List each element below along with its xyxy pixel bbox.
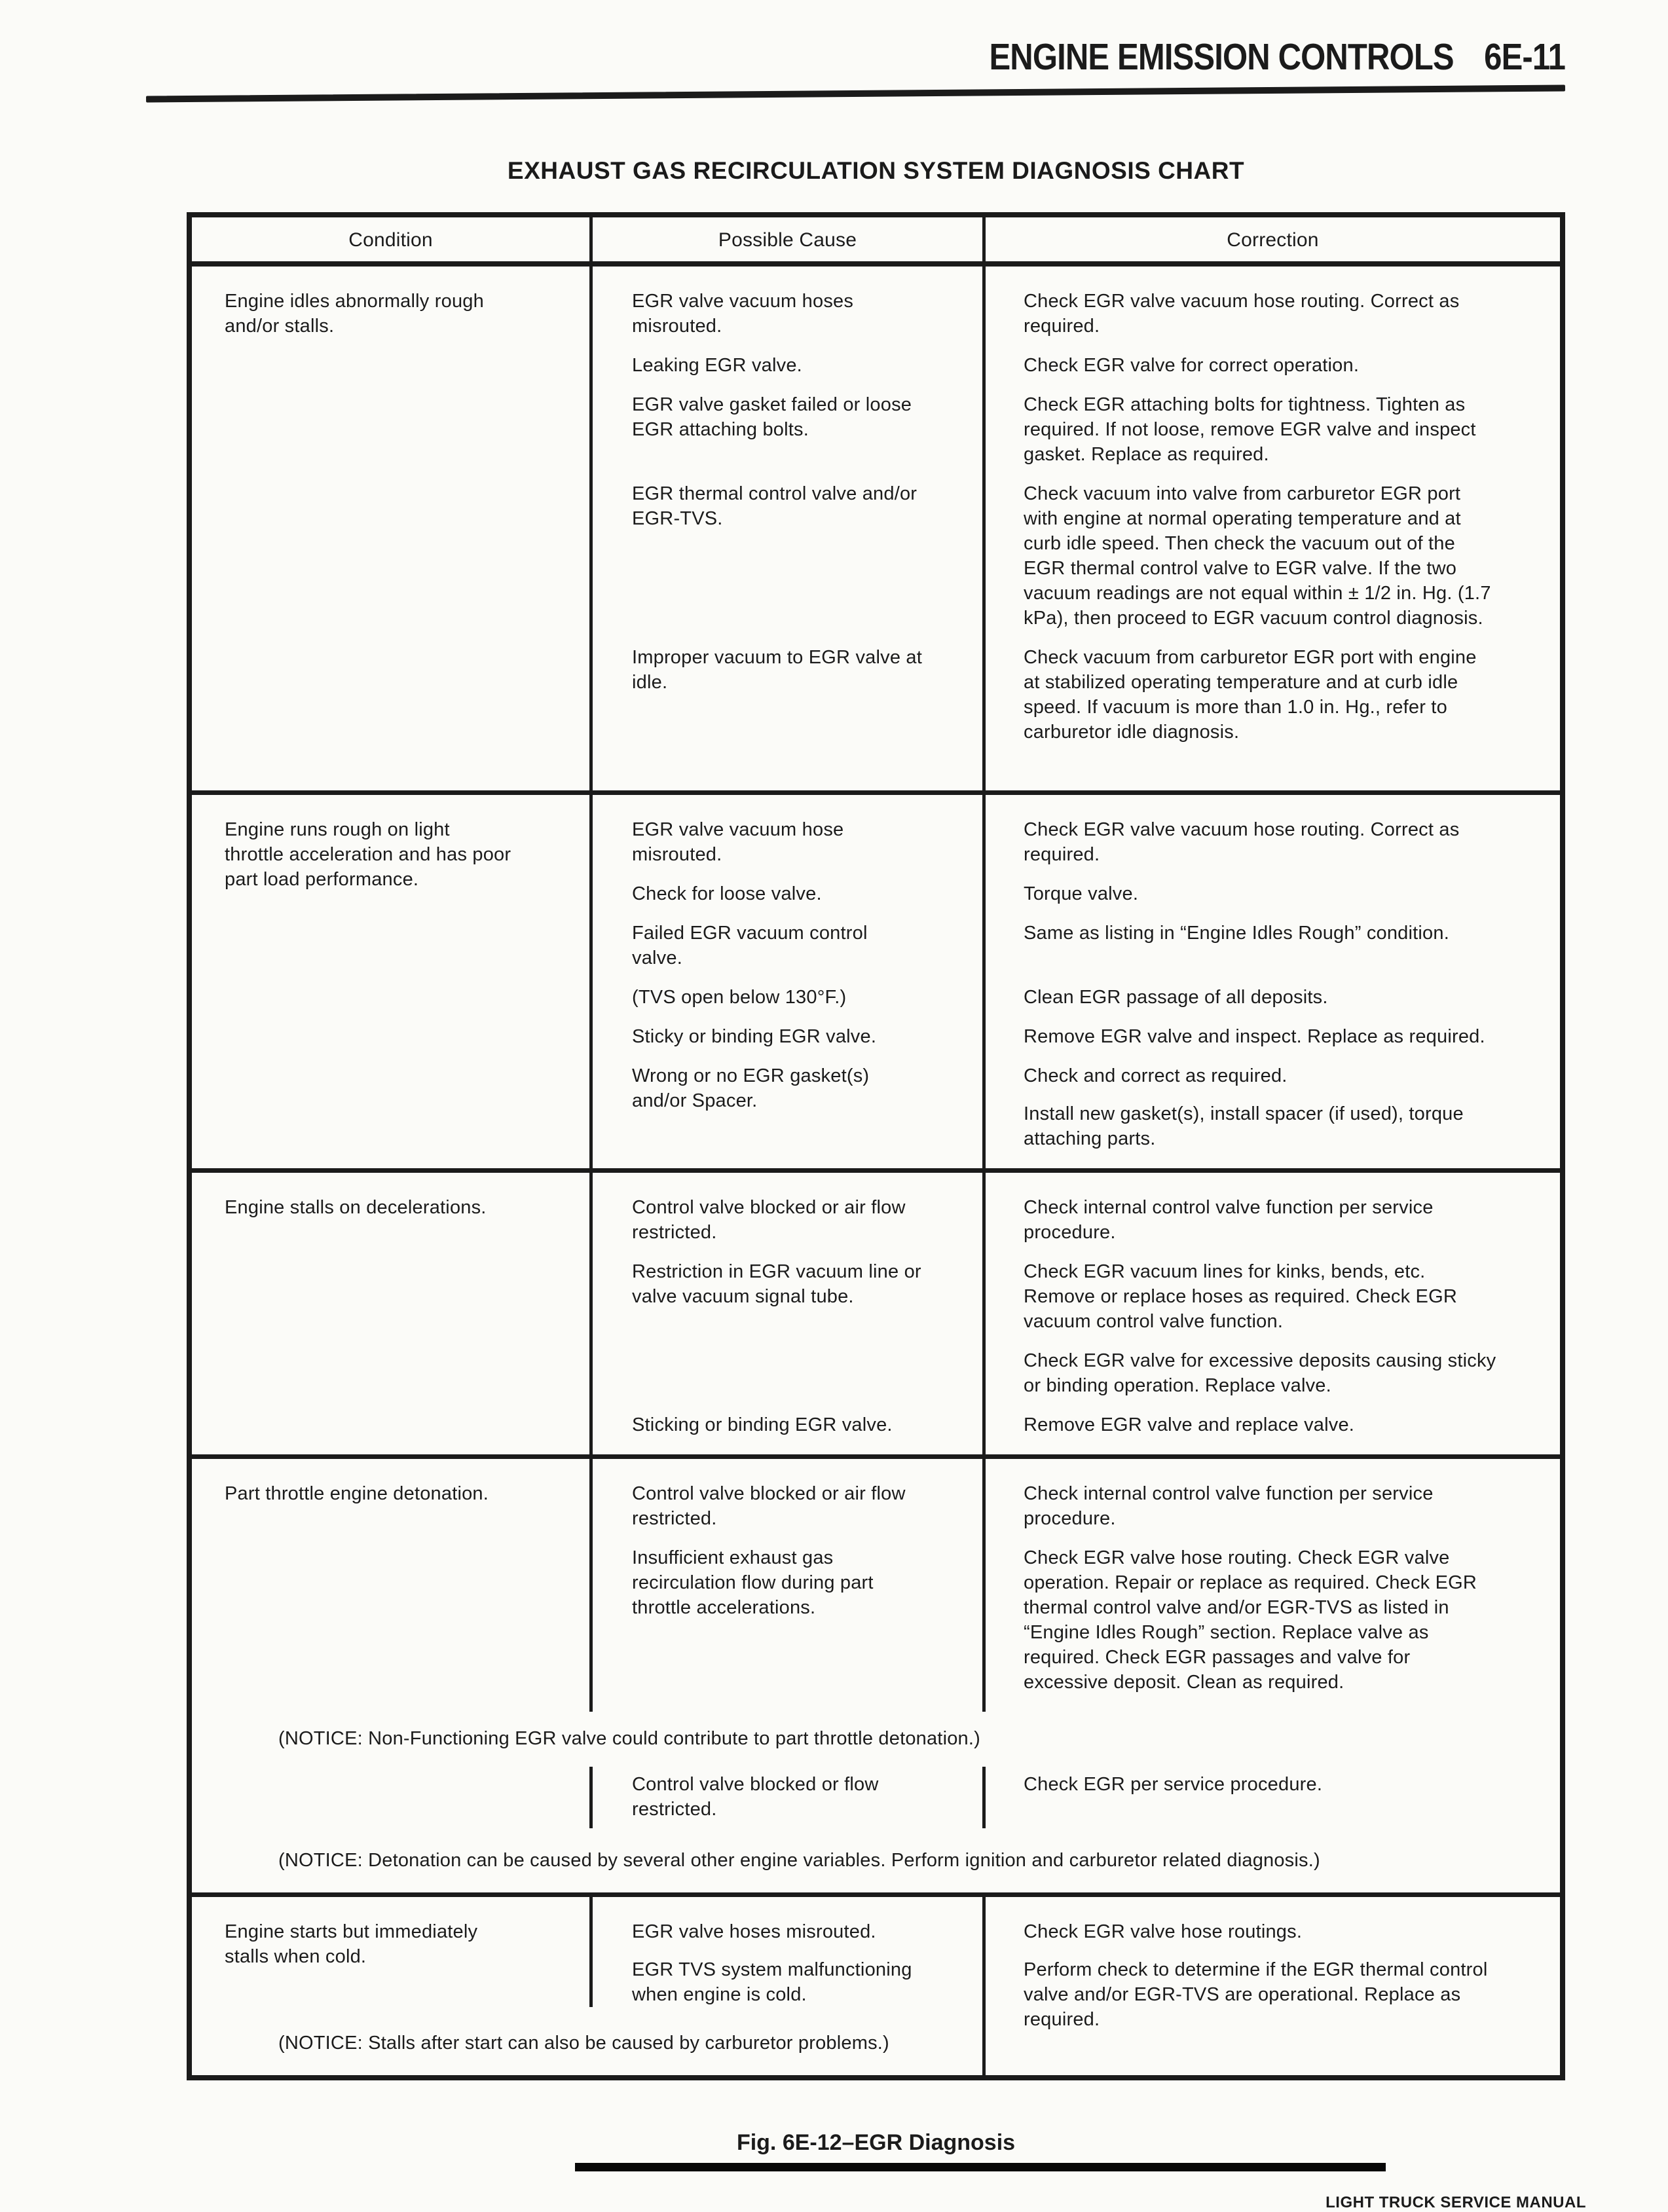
correction-cell xyxy=(986,481,1560,631)
cause-correction-pair xyxy=(593,1545,1560,1695)
cause-correction-pair xyxy=(593,1481,1560,1531)
table-row xyxy=(192,790,1560,1168)
page-header xyxy=(219,35,1565,79)
correction-cell xyxy=(986,1063,1560,1151)
correction-cell xyxy=(986,645,1560,745)
correction-text: Check EGR attaching bolts for tightness. Tighten as required. If not loose, remove EGR valve and inspect gasket. Replace as required. xyxy=(1024,394,1476,465)
cause-correction-pairs xyxy=(593,267,1560,790)
chart-title: EXHAUST GAS RECIRCULATION SYSTEM DIAGNOSIS CHART xyxy=(507,157,1245,184)
correction-text: Check and correct as required. xyxy=(1024,1065,1288,1086)
sub-row xyxy=(192,1767,1560,1828)
cause-correction-pair xyxy=(593,1024,1560,1049)
correction-text: Clean EGR passage of all deposits. xyxy=(1024,987,1328,1008)
correction-text: Check EGR valve hose routing. Check EGR valve operation. Repair or replace as required. Check EGR thermal control valve and/or EGR-TVS as listed in “Engine Idles Rough” section. Replace valve as required. Check EGR passages and valve for excessive deposit. Clean as required. xyxy=(1024,1547,1477,1693)
cause-correction-pair xyxy=(593,1412,1560,1437)
possible-cause-text: Sticky or binding EGR valve. xyxy=(632,1026,877,1047)
correction-text: Check vacuum from carburetor EGR port with engine at stabilized operating temperature and at curb idle speed. If vacuum is more than 1.0 in. Hg., refer to carburetor idle diagnosis. xyxy=(1024,647,1477,743)
correction-cell xyxy=(986,1195,1560,1245)
possible-cause-cell xyxy=(593,921,986,970)
possible-cause-cell xyxy=(593,1063,986,1151)
correction-text: Check EGR valve vacuum hose routing. Correct as required. xyxy=(1024,291,1460,337)
cause-correction-pair xyxy=(593,985,1560,1010)
correction-text: Check EGR vacuum lines for kinks, bends, etc. Remove or replace hoses as required. Check EGR vacuum control valve function. xyxy=(1024,1261,1457,1332)
cause-correction-pair xyxy=(593,921,1560,970)
cause-correction-pair xyxy=(593,817,1560,867)
cause-correction-pair xyxy=(593,1259,1560,1334)
correction-cell xyxy=(986,289,1560,339)
possible-cause-cell xyxy=(593,985,986,1010)
page-number: 6E-11 xyxy=(1484,36,1565,78)
possible-cause-text: Failed EGR vacuum control valve. xyxy=(632,923,868,968)
possible-cause-text: Control valve blocked or air flow restricted. xyxy=(632,1483,906,1529)
correction-cell xyxy=(986,353,1560,378)
possible-cause-cell xyxy=(589,1767,982,1828)
cause-correction-pairs xyxy=(593,795,1560,1168)
possible-cause-text: Improper vacuum to EGR valve at idle. xyxy=(632,647,922,693)
condition-cell xyxy=(192,1897,593,2007)
correction-text: Same as listing in “Engine Idles Rough” condition. xyxy=(1024,923,1449,944)
possible-cause-text: Sticking or binding EGR valve. xyxy=(632,1414,893,1435)
possible-cause-cell xyxy=(593,289,986,339)
correction-text: Check vacuum into valve from carburetor EGR port with engine at normal operating temperature and at curb idle speed. Then check the vacuum out of the EGR thermal control valve to EGR valve. If the two vacuum readings are not equal within ± 1/2 in. Hg. (1.7 kPa), then proceed to EGR vacuum control diagnosis. xyxy=(1024,483,1491,629)
correction-cell xyxy=(982,1897,1560,2075)
cause-correction-pair xyxy=(593,392,1560,467)
figure-caption: Fig. 6E-12–EGR Diagnosis xyxy=(736,2130,1016,2155)
header-rule xyxy=(146,84,1565,102)
condition-text: Engine runs rough on light throttle acceleration and has poor part load performance. xyxy=(225,819,511,890)
possible-cause-text: Control valve blocked or air flow restricted. xyxy=(632,1197,906,1243)
notice-row xyxy=(192,1834,1560,1892)
cause-correction-pair xyxy=(593,1195,1560,1245)
scan-artifact-bar xyxy=(575,2163,1386,2171)
condition-cell xyxy=(192,1459,593,1712)
possible-cause-cell xyxy=(593,1024,986,1049)
cause-correction-pair xyxy=(593,881,1560,906)
correction-text: Check EGR valve vacuum hose routing. Correct as required. xyxy=(1024,819,1460,865)
correction-cell xyxy=(982,1767,1560,1828)
cause-correction-pair xyxy=(593,289,1560,339)
manual-footer: LIGHT TRUCK SERVICE MANUAL xyxy=(1325,2194,1586,2211)
diagnosis-table xyxy=(187,212,1565,2080)
correction-text: Remove EGR valve and inspect. Replace as required. xyxy=(1024,1026,1485,1047)
possible-cause-cell xyxy=(593,353,986,378)
cause-correction-pairs xyxy=(593,1459,1560,1712)
possible-cause-text: EGR valve gasket failed or loose EGR attaching bolts. xyxy=(632,394,912,440)
possible-cause-cell xyxy=(593,881,986,906)
possible-cause-cell xyxy=(593,1897,982,2007)
correction-text: Check EGR per service procedure. xyxy=(1024,1774,1323,1795)
possible-cause-text: Wrong or no EGR gasket(s) and/or Spacer. xyxy=(632,1065,870,1111)
possible-cause-text: EGR valve vacuum hose misrouted. xyxy=(632,819,844,865)
table-row xyxy=(192,1168,1560,1454)
correction-cell xyxy=(986,1481,1560,1531)
cause-correction-pairs xyxy=(593,1173,1560,1454)
condition-cell xyxy=(192,795,593,1168)
possible-cause-text: Control valve blocked or flow restricted. xyxy=(632,1774,879,1820)
possible-cause-cell xyxy=(593,1259,986,1334)
correction-text: Torque valve. xyxy=(1024,883,1139,904)
table-row xyxy=(192,267,1560,790)
sub-row-spacer xyxy=(192,1767,589,1828)
correction-cell xyxy=(986,817,1560,867)
possible-cause-text: EGR TVS system malfunctioning when engine is cold. xyxy=(632,1959,912,2005)
possible-cause-text: EGR valve vacuum hoses misrouted. xyxy=(632,291,854,337)
correction-cell xyxy=(986,1259,1560,1334)
correction-text: Perform check to determine if the EGR thermal control valve and/or EGR-TVS are operational. Replace as required. xyxy=(1024,1959,1488,2030)
possible-cause-cell xyxy=(593,645,986,745)
possible-cause-cell xyxy=(593,1195,986,1245)
condition-text: Engine starts but immediately stalls when cold. xyxy=(225,1921,478,1967)
possible-cause-text: Insufficient exhaust gas recirculation flow during part throttle accelerations. xyxy=(632,1547,874,1618)
cause-correction-pair xyxy=(593,481,1560,631)
correction-cell xyxy=(986,881,1560,906)
possible-cause-text: (TVS open below 130°F.) xyxy=(632,987,847,1008)
possible-cause-text: Restriction in EGR vacuum line or valve vacuum signal tube. xyxy=(632,1261,921,1307)
correction-text: Check EGR valve for excessive deposits causing sticky or binding operation. Replace valve. xyxy=(1024,1350,1496,1396)
notice-row xyxy=(192,1712,1560,1760)
possible-cause-cell xyxy=(593,481,986,631)
table-row xyxy=(192,1892,1560,2075)
notice-text: (NOTICE: Non-Functioning EGR valve could contribute to part throttle detonation.) xyxy=(278,1728,980,1749)
possible-cause-cell xyxy=(593,1481,986,1531)
page-header-title: ENGINE EMISSION CONTROLS xyxy=(989,36,1454,78)
condition-text: Engine stalls on decelerations. xyxy=(225,1197,487,1218)
correction-cell xyxy=(986,392,1560,467)
possible-cause-text: Check for loose valve. xyxy=(632,883,822,904)
correction-text: Check EGR valve for correct operation. xyxy=(1024,355,1360,376)
column-header-possible-cause: Possible Cause xyxy=(593,217,986,261)
condition-cause-row xyxy=(192,1897,982,2007)
notice-text: (NOTICE: Stalls after start can also be caused by carburetor problems.) xyxy=(278,2033,889,2054)
column-header-correction: Correction xyxy=(1227,229,1319,251)
possible-cause-cell xyxy=(593,392,986,467)
condition-cell xyxy=(192,1173,593,1454)
correction-text: Check internal control valve function per service procedure. xyxy=(1024,1197,1434,1243)
cause-correction-pair xyxy=(593,1348,1560,1398)
possible-cause-text: Leaking EGR valve. xyxy=(632,355,802,376)
cause-correction-pair xyxy=(593,353,1560,378)
correction-cell xyxy=(986,1545,1560,1695)
correction-text: Install new gasket(s), install spacer (if used), torque attaching parts. xyxy=(1024,1103,1464,1149)
possible-cause-cell xyxy=(593,1348,986,1398)
possible-cause-cell xyxy=(593,1545,986,1695)
notice-text: (NOTICE: Detonation can be caused by several other engine variables. Perform ignition and carburetor related diagnosis.) xyxy=(278,1850,1320,1871)
correction-cell xyxy=(986,1348,1560,1398)
correction-text: Check internal control valve function per service procedure. xyxy=(1024,1483,1434,1529)
correction-cell xyxy=(986,985,1560,1010)
possible-cause-cell xyxy=(593,817,986,867)
correction-text: Remove EGR valve and replace valve. xyxy=(1024,1414,1355,1435)
condition-text: Engine idles abnormally rough and/or stalls. xyxy=(225,291,484,337)
correction-cell xyxy=(986,1024,1560,1049)
condition-text: Part throttle engine detonation. xyxy=(225,1483,489,1504)
possible-cause-cell xyxy=(593,1412,986,1437)
cause-correction-pair xyxy=(593,645,1560,745)
notice-row xyxy=(192,2007,982,2075)
possible-cause-text: EGR valve hoses misrouted. xyxy=(632,1921,876,1942)
table-header-row xyxy=(192,217,1560,267)
cause-correction-pair xyxy=(593,1063,1560,1151)
condition-cause-block xyxy=(192,1897,982,2075)
table-body xyxy=(192,267,1560,2075)
correction-cell xyxy=(986,1412,1560,1437)
table-row xyxy=(192,1454,1560,1712)
condition-cell xyxy=(192,267,593,790)
column-header-condition: Condition xyxy=(192,217,593,261)
possible-cause-text: EGR thermal control valve and/or EGR-TVS. xyxy=(632,483,917,529)
correction-text: Check EGR valve hose routings. xyxy=(1024,1921,1303,1942)
correction-cell xyxy=(986,921,1560,970)
